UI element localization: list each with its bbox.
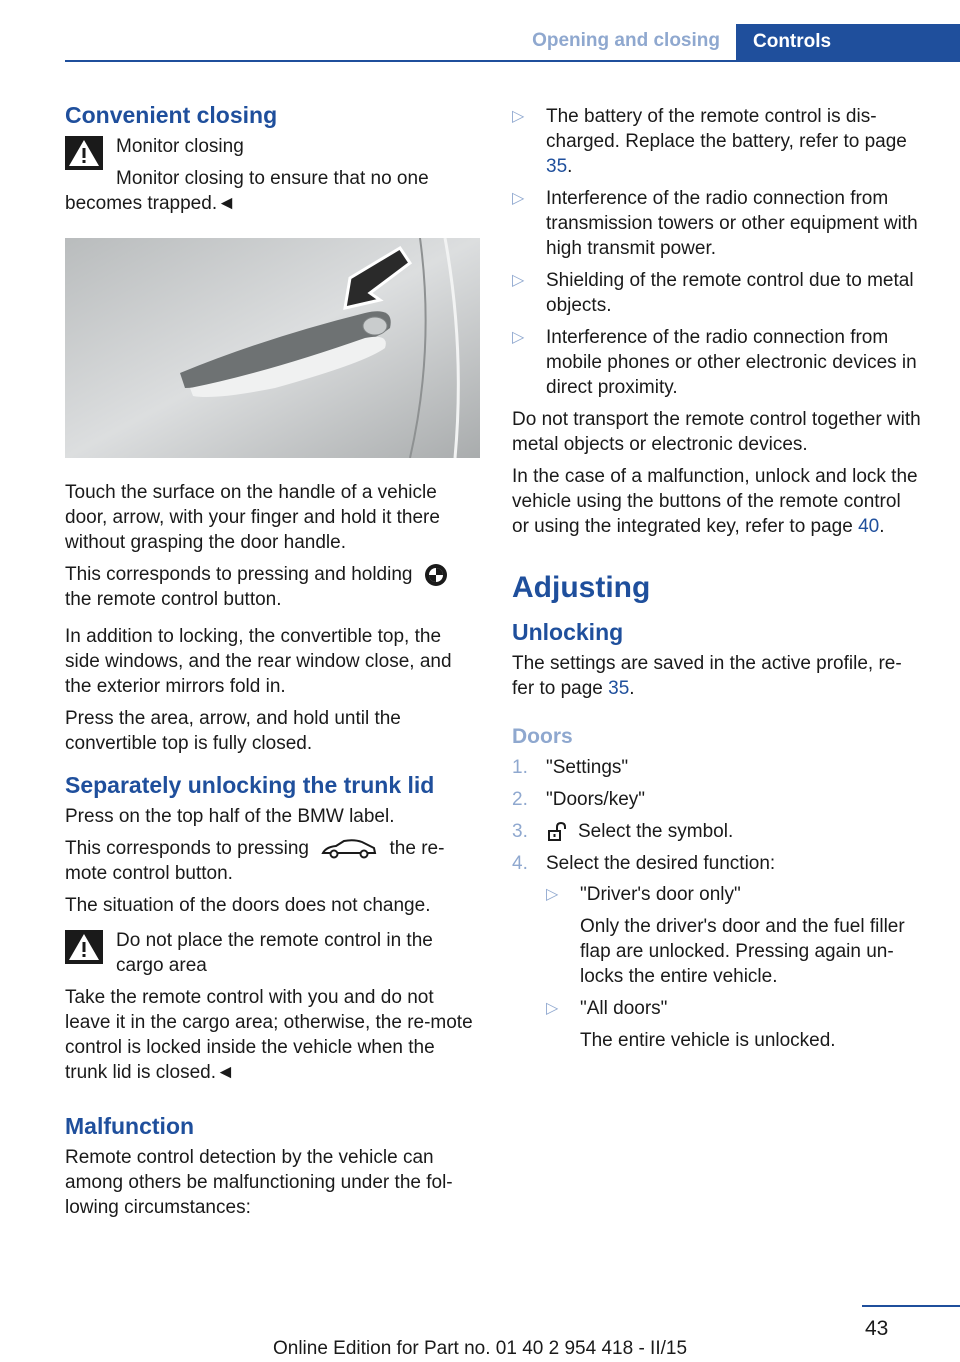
warning-text-cont: becomes trapped.◄ [65,193,236,214]
link-page-40[interactable]: 40 [858,516,880,537]
list-item-shielding: ▷ Shielding of the remote control due to metal objects. [512,270,914,316]
header-section-title: Opening and closing [532,30,720,51]
warning-text: Monitor closing to ensure that no one [116,168,429,189]
paragraph-press-area: Press the area, arrow, and hold until the convertible top is fully closed. [65,708,401,754]
paragraph-corresponds-hold: This corresponds to pressing and holding the remote control button. [65,562,480,612]
bullet-triangle-icon: ▷ [512,329,525,346]
trunk-car-icon [320,838,378,860]
left-column [65,100,480,1227]
page-header [0,0,960,62]
bullet-triangle-icon: ▷ [546,886,559,903]
step-3: 3. Select the symbol. [512,821,734,842]
heading-doors: Doors [512,725,573,748]
bullet-triangle-icon: ▷ [512,108,525,125]
paragraph-situation-doors: The situation of the doors does not change. [65,895,431,916]
heading-unlocking: Unlocking [512,619,624,645]
option-drivers-door-only: ▷ "Driver's door only" Only the driver's door and the fuel filler flap are unlocked. Pressing again un-locks the entire vehicle. [546,884,905,987]
door-handle-photo [65,238,480,458]
bullet-triangle-icon: ▷ [546,1000,559,1017]
header-rule [65,60,960,62]
step-4: 4. Select the desired function: ▷ "Driver's door only" Only the driver's door and the fuel filler flap are unlocked. Pressing again un-locks the entire vehicle. ▷ "All doors" The entire vehicle is unlocked. [512,851,922,1053]
header-chapter-label: Controls [753,31,832,52]
page-number: 43 [865,1317,889,1340]
warning-title: Do not place the remote control in the cargo area [116,930,433,976]
paragraph-touch-surface: Touch the surface on the handle of a vehicle door, arrow, with your finger and hold it there without grasping the door handle. [65,482,440,553]
unlock-symbol-icon [546,821,572,843]
link-page-35[interactable]: 35 [608,678,630,699]
paragraph-corresponds-trunk: This corresponds to pressing the re- mote control button. [65,838,445,884]
paragraph-press-bmw-label: Press on the top half of the BMW label. [65,806,395,827]
right-column [512,104,922,1060]
warning-cargo-area [65,928,480,1085]
paragraph-do-not-transport: Do not transport the remote control together with metal objects or electronic devices. [512,409,921,455]
heading-malfunction: Malfunction [65,1113,195,1139]
paragraph-addition-locking: In addition to locking, the convertible top, the side windows, and the rear window close, and the exterior mirrors fold in. [65,626,452,697]
warning-triangle-icon [65,930,103,964]
step-2: 2. "Doors/key" [512,789,646,810]
bullet-triangle-icon: ▷ [512,272,525,289]
warning-monitor-closing [65,134,480,216]
heading-convenient-closing: Convenient closing [65,102,278,128]
header-chapter-tab [736,24,960,62]
step-1: 1. "Settings" [512,757,629,778]
list-item-transmission: ▷ Interference of the radio connection from transmission towers or other equipment with high transmit power. [512,188,918,259]
option-all-doors: ▷ "All doors" The entire vehicle is unlocked. [546,998,836,1051]
bmw-logo-icon [424,563,448,587]
list-item-mobile-phones: ▷ Interference of the radio connection from mobile phones or other electronic devices in direct proximity. [512,327,917,398]
footer-edition-text: Online Edition for Part no. 01 40 2 954 418 - II/15 [272,1338,688,1359]
heading-trunk-lid: Separately unlocking the trunk lid [65,772,435,798]
warning-triangle-icon [65,136,103,170]
paragraph-malfunction-case: In the case of a malfunction, unlock and lock the vehicle using the buttons of the remote control or using the integrated key, refer to page 40. [512,466,918,537]
warning-text-cont: Take the remote control with you and do not leave it in the cargo area; otherwise, the re-mote control is locked inside the vehicle when the trunk lid is closed.◄ [65,987,473,1083]
paragraph-remote-detection: Remote control detection by the vehicle can among others be malfunctioning under the fol-lowing circumstances: [65,1147,453,1218]
warning-title: Monitor closing [116,136,244,157]
paragraph-settings-profile: The settings are saved in the active profile, re-fer to page 35. [512,653,902,699]
list-item-battery: ▷ The battery of the remote control is dis-charged. Replace the battery, refer to page 35. [512,106,907,177]
page-number-rule [862,1305,960,1307]
bullet-triangle-icon: ▷ [512,190,525,207]
link-page-35[interactable]: 35 [546,156,568,177]
heading-adjusting: Adjusting [512,571,651,604]
